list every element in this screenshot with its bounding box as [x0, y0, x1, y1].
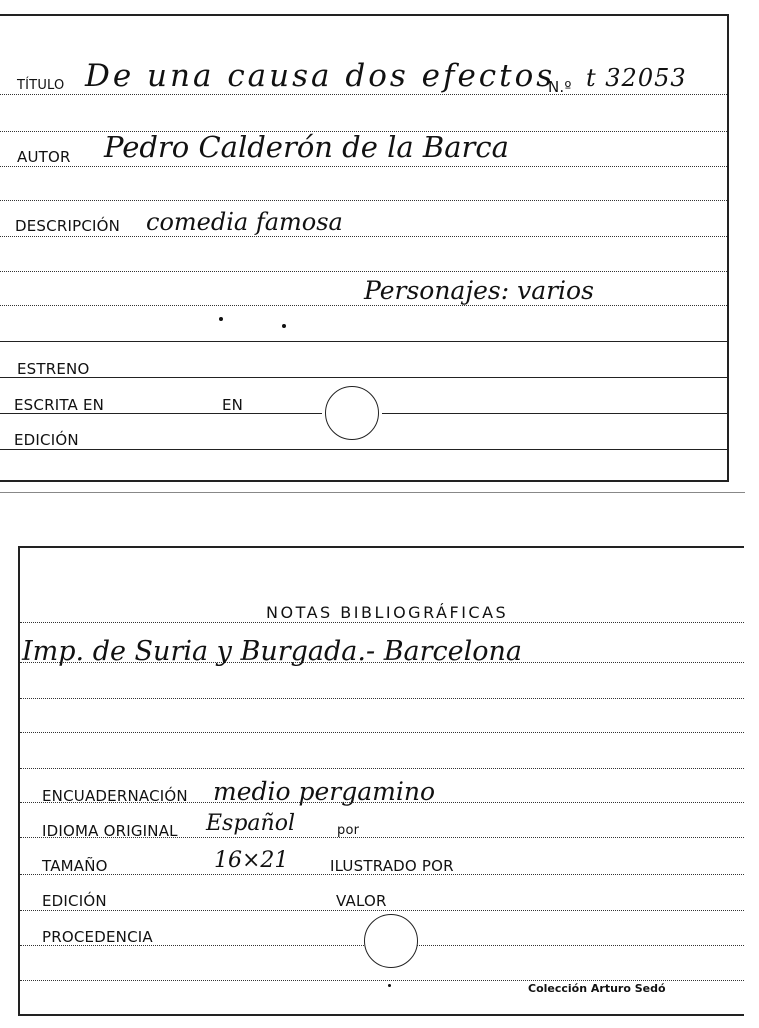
collection-credit: Colección Arturo Sedó — [528, 982, 666, 995]
rule-line-solid — [0, 377, 727, 378]
procedencia-label: PROCEDENCIA — [42, 928, 153, 946]
rule-line-solid — [0, 449, 727, 450]
escrita-en-label: ESCRITA EN — [14, 396, 105, 414]
en-label: EN — [222, 396, 244, 414]
rule-line — [0, 166, 727, 167]
ink-speck — [282, 324, 286, 328]
encuadernacion-label: ENCUADERNACIÓN — [42, 787, 188, 805]
rule-line — [0, 305, 727, 306]
rule-line — [20, 698, 744, 699]
edicion-label: EDICIÓN — [14, 431, 79, 449]
numero-label: N.º — [548, 78, 572, 96]
card-bottom-border — [0, 480, 729, 482]
por-label: por — [337, 823, 360, 838]
encuadernacion-value: medio pergamino — [213, 777, 436, 806]
rule-line — [20, 622, 744, 623]
punch-hole — [325, 386, 379, 440]
ink-speck — [388, 984, 391, 987]
rule-line — [20, 732, 744, 733]
rule-line — [0, 271, 727, 272]
descripcion-value: comedia famosa — [146, 208, 343, 236]
catalog-card-back — [0, 540, 759, 1028]
card-top-border — [18, 546, 744, 548]
notas-heading: NOTAS BIBLIOGRÁFICAS — [266, 603, 509, 622]
card-bottom-border — [18, 1014, 744, 1016]
rule-line — [20, 910, 744, 911]
personajes-value: Personajes: varios — [364, 276, 594, 305]
idioma-label: IDIOMA ORIGINAL — [42, 822, 178, 840]
estreno-label: ESTRENO — [17, 360, 90, 378]
rule-line — [0, 200, 727, 201]
card-top-border — [0, 14, 727, 16]
titulo-value: De una causa dos efectos — [85, 58, 556, 94]
edicion-label: EDICIÓN — [42, 892, 107, 910]
autor-label: AUTOR — [17, 148, 71, 166]
catalog-card-front — [0, 0, 759, 495]
rule-line — [0, 94, 727, 95]
rule-line-solid — [0, 341, 727, 342]
idioma-value: Español — [206, 811, 295, 836]
descripcion-label: DESCRIPCIÓN — [15, 217, 121, 235]
rule-line-solid — [382, 413, 727, 414]
titulo-label: TÍTULO — [17, 78, 65, 93]
punch-hole — [364, 914, 418, 968]
rule-line — [0, 236, 727, 237]
ilustrado-label: ILUSTRADO POR — [330, 857, 454, 875]
tamano-value: 16×21 — [214, 848, 289, 873]
card-separator — [0, 492, 745, 493]
notas-value: Imp. de Suria y Burgada.- Barcelona — [22, 636, 523, 667]
rule-line — [20, 768, 744, 769]
valor-label: VALOR — [336, 892, 387, 910]
card-right-border — [727, 14, 729, 480]
rule-line — [20, 980, 744, 981]
tamano-label: TAMAÑO — [42, 857, 108, 875]
ink-speck — [219, 317, 223, 321]
autor-value: Pedro Calderón de la Barca — [104, 130, 509, 164]
numero-value: t 32053 — [586, 64, 687, 92]
